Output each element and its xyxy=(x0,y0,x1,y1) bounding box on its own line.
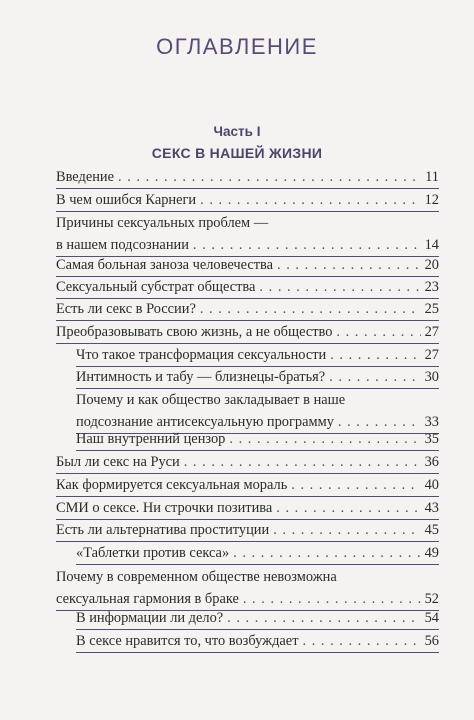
leader-dots xyxy=(336,321,420,343)
entry-page: 27 xyxy=(424,324,439,340)
leader-dots xyxy=(200,189,420,211)
entry-title-line1: Почему и как общество закладывает в наше xyxy=(76,392,346,408)
entry-page: 49 xyxy=(424,545,439,561)
leader-dots xyxy=(329,366,420,388)
toc-entry[interactable] xyxy=(56,298,439,321)
toc-entry[interactable] xyxy=(56,566,439,611)
entry-page: 52 xyxy=(424,591,439,607)
entry-title-line1: Почему в современном обществе невозможна xyxy=(56,569,337,585)
leader-dots xyxy=(276,497,420,519)
entry-page: 20 xyxy=(424,257,439,273)
leader-dots xyxy=(118,166,421,188)
leader-dots xyxy=(184,451,421,473)
entry-title: Как формируется сексуальная мораль xyxy=(56,477,288,493)
leader-dots xyxy=(302,630,420,652)
entry-title: Сексуальный субстрат общества xyxy=(56,279,256,295)
entry-page: 36 xyxy=(424,454,439,470)
entry-page: 25 xyxy=(424,301,439,317)
entry-page: 30 xyxy=(424,369,439,385)
toc-subentry[interactable] xyxy=(76,428,439,451)
toc-entry[interactable] xyxy=(56,212,439,257)
entry-title: В чем ошибся Карнеги xyxy=(56,192,197,208)
page-title: ОГЛАВЛЕНИЕ xyxy=(156,34,318,59)
entry-title: В сексе нравится то, что возбуждает xyxy=(76,633,299,649)
toc-entry[interactable] xyxy=(56,276,439,299)
leader-dots xyxy=(229,428,420,450)
toc-entry[interactable] xyxy=(56,474,439,497)
entry-page: 35 xyxy=(424,431,439,447)
leader-dots xyxy=(277,254,421,276)
leader-dots xyxy=(259,276,420,298)
toc-entry[interactable] xyxy=(56,166,439,189)
toc-subentry[interactable] xyxy=(76,366,439,389)
entry-page: 33 xyxy=(424,414,439,430)
entry-page: 11 xyxy=(425,169,439,185)
part-title: СЕКС В НАШЕЙ ЖИЗНИ xyxy=(151,145,323,161)
toc-subentry[interactable] xyxy=(76,607,439,630)
entry-page: 40 xyxy=(424,477,439,493)
entry-title: подсознание антисексуальную программу xyxy=(76,414,334,430)
entry-title: Есть ли секс в России? xyxy=(56,301,196,317)
leader-dots xyxy=(291,474,420,496)
entry-title: В информации ли дело? xyxy=(76,610,224,626)
entry-title: Наш внутренний цензор xyxy=(76,431,226,447)
leader-dots xyxy=(200,298,421,320)
entry-title-line1: Причины сексуальных проблем — xyxy=(56,215,269,231)
entry-title: в нашем подсознании xyxy=(56,237,189,253)
leader-dots xyxy=(227,607,420,629)
entry-title: СМИ о сексе. Ни строчки позитива xyxy=(56,500,273,516)
entry-page: 14 xyxy=(424,237,439,253)
entry-page: 54 xyxy=(424,610,439,626)
leader-dots xyxy=(273,519,420,541)
leader-dots xyxy=(330,344,420,366)
entry-page: 23 xyxy=(424,279,439,295)
toc-entry[interactable] xyxy=(56,497,439,520)
toc-entry[interactable] xyxy=(56,189,439,212)
entry-title: Введение xyxy=(56,169,115,185)
entry-page: 27 xyxy=(424,347,439,363)
entry-title: Преобразовывать свою жизнь, а не общество xyxy=(56,324,333,340)
entry-page: 43 xyxy=(424,500,439,516)
entry-page: 56 xyxy=(424,633,439,649)
toc-entry[interactable] xyxy=(56,254,439,277)
toc-subentry[interactable] xyxy=(76,630,439,653)
entry-title: Что такое трансформация сексуальности xyxy=(76,347,327,363)
entry-page: 45 xyxy=(424,522,439,538)
entry-title: «Таблетки против секса» xyxy=(76,545,230,561)
entry-title: Есть ли альтернатива проституции xyxy=(56,522,270,538)
toc-entry[interactable] xyxy=(56,451,439,474)
toc-entry[interactable] xyxy=(56,321,439,344)
leader-dots xyxy=(233,542,420,564)
entry-title: Был ли секс на Руси xyxy=(56,454,180,470)
entry-title: Интимность и табу — близнецы-братья? xyxy=(76,369,326,385)
toc-subentry[interactable] xyxy=(76,344,439,367)
entry-title: Самая больная заноза человечества xyxy=(56,257,274,273)
toc-entry[interactable] xyxy=(56,519,439,542)
leader-dots xyxy=(193,234,421,256)
entry-title: сексуальная гармония в браке xyxy=(56,591,239,607)
toc-subentry[interactable] xyxy=(76,542,439,565)
entry-page: 12 xyxy=(424,192,439,208)
part-label: Часть I xyxy=(213,124,261,139)
